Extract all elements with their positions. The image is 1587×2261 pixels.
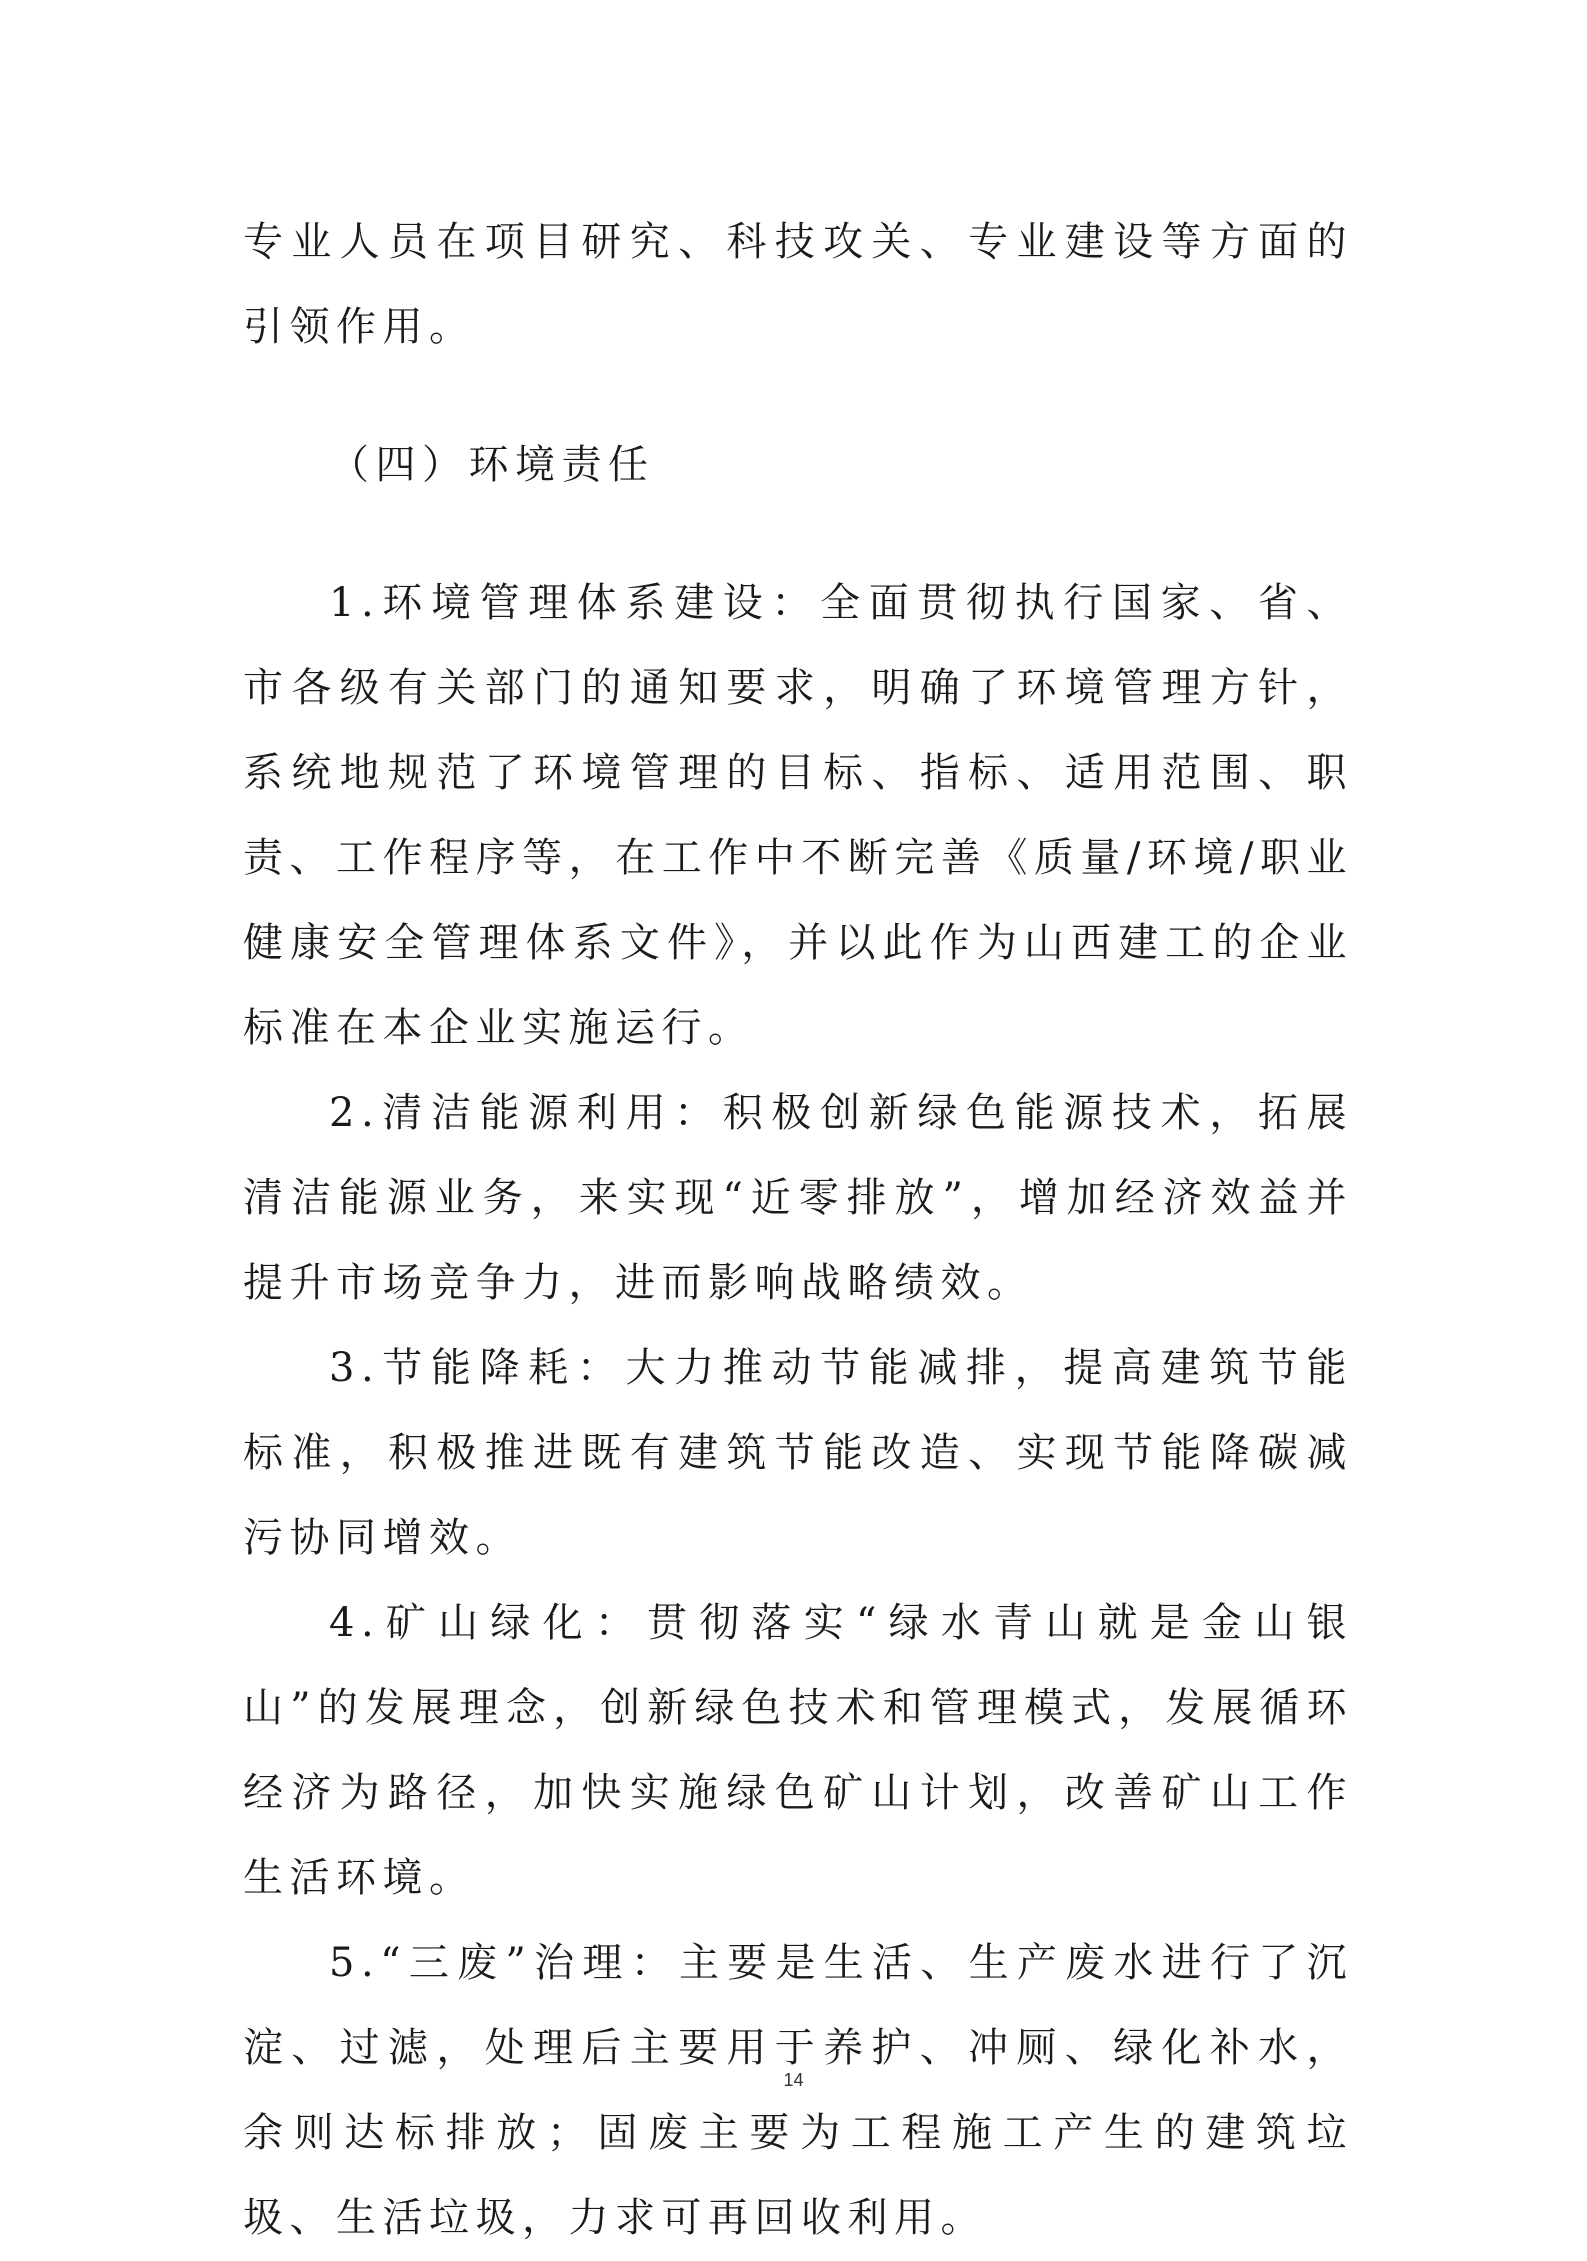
section-heading: （四）环境责任: [329, 442, 655, 488]
intro-continuation-paragraph: 专业人员在项目研究、科技攻关、专业建设等方面的引领作用。: [243, 219, 1353, 350]
paragraph-energy-saving: 3.节能降耗：大力推动节能减排，提高建筑节能标准，积极推进既有建筑节能改造、实现节能降碳减污协同增效。: [243, 1345, 1353, 1561]
paragraph-clean-energy: 2.清洁能源利用：积极创新绿色能源技术，拓展清洁能源业务，来实现“近零排放”，增加经济效益并提升市场竞争力，进而影响战略绩效。: [243, 1090, 1353, 1306]
paragraph-three-wastes: 5.“三废”治理：主要是生活、生产废水进行了沉淀、过滤，处理后主要用于养护、冲厕、绿化补水，余则达标排放；固废主要为工程施工产生的建筑垃圾、生活垃圾，力求可再回收利用。: [243, 1940, 1353, 2241]
paragraph-environment-management: 1.环境管理体系建设：全面贯彻执行国家、省、市各级有关部门的通知要求，明确了环境管理方针，系统地规范了环境管理的目标、指标、适用范围、职责、工作程序等，在工作中不断完善《质量/环境/职业健康安全管理体系文件》，并以此作为山西建工的企业标准在本企业实施运行。: [243, 580, 1353, 1051]
paragraph-mine-greening: 4.矿山绿化：贯彻落实“绿水青山就是金山银山”的发展理念，创新绿色技术和管理模式，发展循环经济为路径，加快实施绿色矿山计划，改善矿山工作生活环境。: [243, 1600, 1353, 1901]
page-content: [243, 200, 1353, 2261]
page-number: 14: [783, 2070, 804, 2090]
